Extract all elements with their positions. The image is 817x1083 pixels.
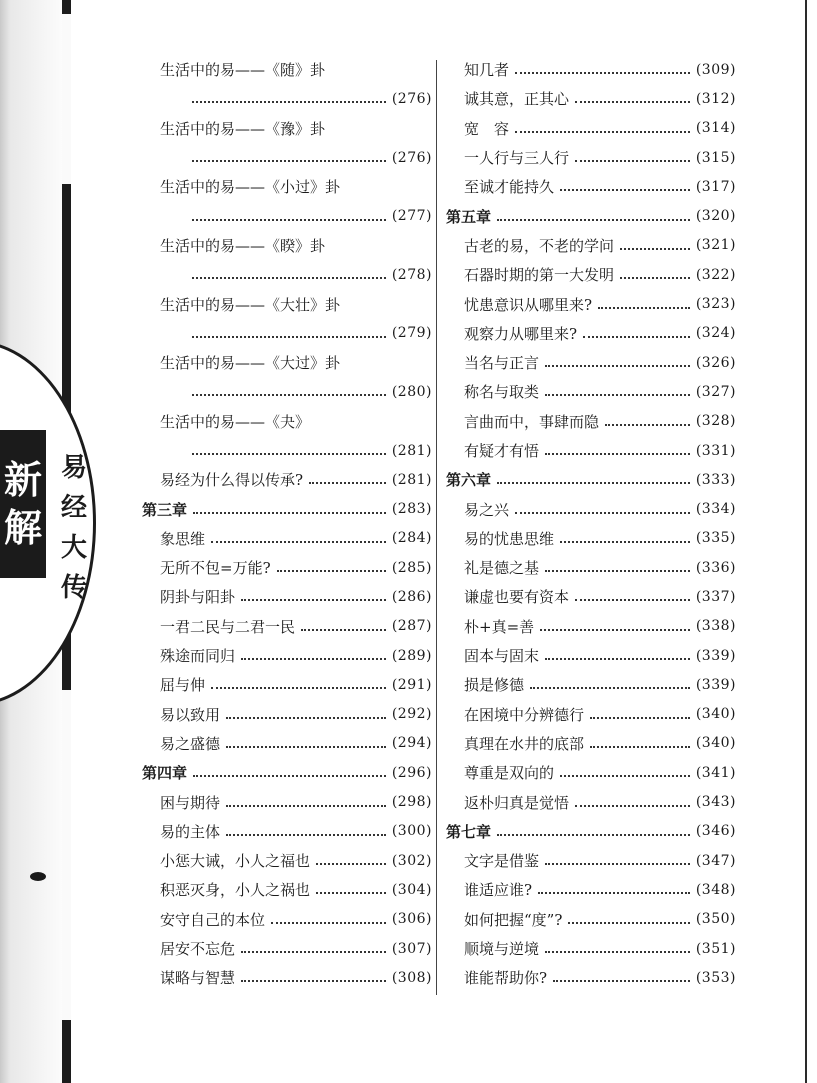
dot-leader (241, 979, 386, 982)
dot-leader (241, 657, 386, 660)
toc-entry-title: 生活中的易——《大过》卦 (160, 354, 341, 373)
toc-chapter-row (446, 817, 736, 846)
book-emblem-sub (58, 448, 90, 608)
dot-leader (545, 393, 690, 396)
toc-entry-title: 安守自己的本位 (160, 910, 266, 929)
toc-entry-title: 古老的易，不老的学问 (464, 236, 615, 255)
toc-entry-title: 易以致用 (160, 705, 221, 724)
toc-page-number: (335) (695, 530, 736, 547)
toc-entry-title: 损是修德 (464, 676, 525, 695)
toc-entry-title: 石器时期的第一大发明 (464, 266, 615, 285)
toc-entry-title: 第六章 (446, 471, 492, 490)
toc-entry-row (142, 729, 432, 758)
dot-leader (538, 891, 690, 894)
toc-entry-title: 生活中的易——《小过》卦 (160, 178, 341, 197)
toc-entry-row (142, 875, 432, 904)
toc-entry-row (142, 319, 432, 348)
toc-entry-title: 积恶灭身，小人之祸也 (160, 881, 311, 900)
toc-page-number: (339) (695, 647, 736, 664)
toc-page-number: (320) (695, 208, 736, 225)
dot-leader (497, 481, 690, 484)
toc-left-column (142, 55, 432, 993)
toc-entry-row (446, 231, 736, 260)
toc-entry-row (142, 465, 432, 494)
dot-leader (568, 921, 689, 924)
toc-entry-title: 谋略与智慧 (160, 969, 236, 988)
toc-entry-title: 文字是借鉴 (464, 852, 540, 871)
toc-entry-row (446, 55, 736, 84)
toc-page-number: (304) (391, 881, 432, 898)
column-divider (436, 60, 437, 995)
dot-leader (575, 598, 690, 601)
toc-entry-title: 一君二民与二君一民 (160, 617, 296, 636)
toc-page-number: (283) (391, 501, 432, 518)
toc-entry-row (142, 55, 432, 84)
toc-entry-row (446, 172, 736, 201)
toc-page-number: (291) (391, 676, 432, 693)
dot-leader (605, 423, 690, 426)
dot-leader (192, 100, 386, 103)
toc-entry-row (446, 436, 736, 465)
dot-leader (545, 862, 690, 865)
toc-entry-row (142, 524, 432, 553)
toc-entry-row (142, 905, 432, 934)
dot-leader (192, 393, 386, 396)
dot-leader (575, 159, 690, 162)
toc-entry-row (446, 905, 736, 934)
toc-entry-title: 真理在水井的底部 (464, 734, 585, 753)
toc-page-number: (281) (391, 442, 432, 459)
dot-leader (192, 218, 386, 221)
toc-page-number: (286) (391, 588, 432, 605)
dot-leader (553, 979, 690, 982)
toc-entry-title: 尊重是双向的 (464, 764, 555, 783)
dot-leader (193, 774, 386, 777)
dot-leader (226, 745, 386, 748)
toc-entry-row (446, 700, 736, 729)
scan-mark (30, 872, 46, 881)
toc-entry-title: 诚其意，正其心 (464, 90, 570, 109)
toc-page-number: (339) (695, 676, 736, 693)
toc-entry-row (446, 875, 736, 904)
toc-entry-title: 象思维 (160, 529, 206, 548)
toc-chapter-row (446, 465, 736, 494)
spine-bar-gap (62, 14, 71, 184)
dot-leader (241, 598, 386, 601)
toc-entry-title: 生活中的易——《夬》 (160, 412, 311, 431)
toc-entry-title: 顺境与逆境 (464, 940, 540, 959)
toc-entry-row (142, 641, 432, 670)
toc-page-number: (276) (391, 90, 432, 107)
toc-entry-title: 易之兴 (464, 500, 510, 519)
dot-leader (530, 686, 690, 689)
toc-entry-title: 一人行与三人行 (464, 149, 570, 168)
dot-leader (560, 188, 690, 191)
toc-entry-row (446, 114, 736, 143)
toc-entry-title: 无所不包=万能? (160, 559, 271, 578)
toc-entry-row (142, 553, 432, 582)
toc-page-number: (276) (391, 149, 432, 166)
emblem-char: 大 (60, 533, 87, 563)
dot-leader (583, 335, 690, 338)
dot-leader (226, 804, 386, 807)
dot-leader (271, 921, 386, 924)
toc-entry-row (142, 612, 432, 641)
toc-page-number: (300) (391, 823, 432, 840)
toc-page-number: (343) (695, 794, 736, 811)
toc-page-number: (294) (391, 735, 432, 752)
toc-page-number: (347) (695, 852, 736, 869)
toc-page-number: (328) (695, 413, 736, 430)
dot-leader (545, 950, 690, 953)
toc-entry-row (446, 758, 736, 787)
dot-leader (497, 218, 690, 221)
dot-leader (598, 306, 690, 309)
toc-entry-row (142, 231, 432, 260)
toc-page-number: (334) (695, 501, 736, 518)
toc-entry-row (446, 494, 736, 523)
toc-chapter-row (142, 758, 432, 787)
toc-entry-row (446, 612, 736, 641)
toc-entry-title: 当名与正言 (464, 354, 540, 373)
toc-entry-title: 生活中的易——《豫》卦 (160, 119, 326, 138)
dot-leader (309, 481, 386, 484)
toc-entry-title: 屈与伸 (160, 676, 206, 695)
toc-entry-row (142, 407, 432, 436)
toc-page-number: (340) (695, 735, 736, 752)
dot-leader (620, 276, 690, 279)
dot-leader (515, 71, 690, 74)
toc-page-number: (296) (391, 764, 432, 781)
toc-entry-row (142, 700, 432, 729)
toc-entry-title: 在困境中分辨德行 (464, 705, 585, 724)
toc-entry-row (142, 817, 432, 846)
toc-entry-title: 生活中的易——《随》卦 (160, 61, 326, 80)
toc-entry-title: 阴卦与阳卦 (160, 588, 236, 607)
toc-entry-row (446, 934, 736, 963)
toc-right-column (446, 55, 736, 993)
toc-page-number: (278) (391, 266, 432, 283)
dot-leader (192, 335, 386, 338)
toc-entry-row (142, 377, 432, 406)
toc-entry-title: 殊途而同归 (160, 647, 236, 666)
dot-leader (590, 716, 690, 719)
dot-leader (540, 628, 690, 631)
emblem-char: 易 (60, 453, 87, 483)
toc-entry-row (446, 348, 736, 377)
toc-entry-row (446, 289, 736, 318)
toc-page-number: (279) (391, 325, 432, 342)
toc-entry-title: 易的忧患思维 (464, 529, 555, 548)
toc-page-number: (321) (695, 237, 736, 254)
dot-leader (193, 511, 386, 514)
emblem-char: 经 (60, 493, 87, 523)
toc-entry-title: 谁适应谁? (464, 881, 533, 900)
toc-entry-title: 忧患意识从哪里来? (464, 295, 593, 314)
toc-chapter-row (446, 201, 736, 230)
toc-page-number: (348) (695, 881, 736, 898)
toc-entry-row (446, 84, 736, 113)
toc-entry-title: 生活中的易——《睽》卦 (160, 236, 326, 255)
dot-leader (277, 569, 386, 572)
toc-entry-row (142, 201, 432, 230)
dot-leader (192, 452, 386, 455)
toc-entry-title: 小惩大诫，小人之福也 (160, 852, 311, 871)
toc-page-number: (353) (695, 969, 736, 986)
dot-leader (316, 862, 386, 865)
toc-entry-row (142, 289, 432, 318)
toc-page-number: (277) (391, 208, 432, 225)
toc-entry-title: 谦虚也要有资本 (464, 588, 570, 607)
dot-leader (545, 569, 690, 572)
toc-entry-title: 居安不忘危 (160, 940, 236, 959)
dot-leader (515, 511, 690, 514)
toc-entry-row (142, 172, 432, 201)
dot-leader (211, 686, 386, 689)
toc-entry-row (142, 436, 432, 465)
toc-entry-row (142, 670, 432, 699)
dot-leader (226, 716, 386, 719)
toc-page-number: (280) (391, 383, 432, 400)
toc-entry-row (142, 963, 432, 992)
toc-entry-title: 生活中的易——《大壮》卦 (160, 295, 341, 314)
toc-entry-row (446, 582, 736, 611)
dot-leader (545, 657, 690, 660)
toc-entry-title: 朴+真=善 (464, 617, 535, 636)
dot-leader (575, 100, 690, 103)
dot-leader (560, 774, 690, 777)
toc-entry-title: 返朴归真是觉悟 (464, 793, 570, 812)
dot-leader (226, 833, 386, 836)
toc-chapter-row (142, 494, 432, 523)
toc-entry-row (142, 582, 432, 611)
toc-page-number: (346) (695, 823, 736, 840)
toc-entry-title: 第五章 (446, 207, 492, 226)
toc-entry-row (142, 348, 432, 377)
toc-entry-row (142, 143, 432, 172)
spine-bar-gap (62, 690, 71, 1020)
toc-entry-row (446, 670, 736, 699)
toc-page-number: (289) (391, 647, 432, 664)
toc-entry-title: 易经为什么得以传承? (160, 471, 304, 490)
dot-leader (545, 452, 690, 455)
toc-entry-title: 易之盛德 (160, 734, 221, 753)
toc-page-number: (350) (695, 911, 736, 928)
book-emblem-main (0, 430, 46, 578)
toc-page-number: (324) (695, 325, 736, 342)
toc-page-number: (287) (391, 618, 432, 635)
toc-entry-title: 第四章 (142, 764, 188, 783)
toc-page-number: (336) (695, 559, 736, 576)
toc-entry-title: 至诚才能持久 (464, 178, 555, 197)
toc-entry-title: 固本与固末 (464, 647, 540, 666)
toc-entry-row (446, 846, 736, 875)
toc-entry-row (142, 787, 432, 816)
toc-page-number: (333) (695, 471, 736, 488)
page-edge (805, 0, 807, 1083)
toc-page-number: (307) (391, 940, 432, 957)
toc-page-number: (323) (695, 296, 736, 313)
emblem-char: 新 (3, 457, 42, 502)
toc-page-number: (322) (695, 266, 736, 283)
dot-leader (497, 833, 690, 836)
toc-page-number: (312) (695, 90, 736, 107)
toc-entry-row (446, 524, 736, 553)
toc-page-number: (298) (391, 794, 432, 811)
toc-entry-title: 称名与取类 (464, 383, 540, 402)
toc-entry-title: 言曲而中，事肆而隐 (464, 412, 600, 431)
toc-entry-title: 礼是德之基 (464, 559, 540, 578)
toc-page-number: (327) (695, 383, 736, 400)
toc-page-number: (285) (391, 559, 432, 576)
toc-page-number: (331) (695, 442, 736, 459)
toc-page-number: (302) (391, 852, 432, 869)
toc-page-number: (308) (391, 969, 432, 986)
toc-page-number: (341) (695, 764, 736, 781)
emblem-char: 传 (60, 573, 87, 603)
toc-entry-title: 第三章 (142, 500, 188, 519)
toc-entry-title: 如何把握“度”? (464, 910, 563, 929)
toc-page-number: (314) (695, 120, 736, 137)
toc-entry-title: 谁能帮助你? (464, 969, 548, 988)
toc-entry-row (142, 260, 432, 289)
toc-entry-row (446, 729, 736, 758)
emblem-char: 解 (3, 505, 42, 550)
dot-leader (575, 804, 690, 807)
dot-leader (545, 364, 690, 367)
toc-entry-row (446, 319, 736, 348)
dot-leader (241, 950, 386, 953)
toc-entry-row (446, 260, 736, 289)
toc-entry-row (446, 377, 736, 406)
toc-page-number: (306) (391, 911, 432, 928)
dot-leader (515, 130, 690, 133)
toc-page-number: (284) (391, 530, 432, 547)
toc-entry-row (142, 114, 432, 143)
toc-entry-title: 困与期待 (160, 793, 221, 812)
toc-entry-title: 第七章 (446, 822, 492, 841)
toc-entry-row (446, 143, 736, 172)
toc-entry-row (142, 934, 432, 963)
toc-page-number: (317) (695, 178, 736, 195)
dot-leader (620, 247, 690, 250)
dot-leader (192, 159, 386, 162)
toc-page-number: (351) (695, 940, 736, 957)
toc-page-number: (292) (391, 706, 432, 723)
toc-page-number: (309) (695, 61, 736, 78)
toc-entry-title: 知几者 (464, 61, 510, 80)
toc-entry-title: 宽 容 (464, 119, 510, 138)
dot-leader (192, 276, 386, 279)
toc-entry-row (142, 846, 432, 875)
toc-entry-title: 有疑才有悟 (464, 442, 540, 460)
toc-entry-title: 观察力从哪里来? (464, 324, 578, 343)
toc-entry-row (142, 84, 432, 113)
toc-entry-title: 易的主体 (160, 822, 221, 841)
dot-leader (211, 540, 386, 543)
toc-entry-row (446, 407, 736, 436)
toc-page-number: (340) (695, 706, 736, 723)
toc-page-number: (281) (391, 471, 432, 488)
toc-page-number: (326) (695, 354, 736, 371)
dot-leader (590, 745, 690, 748)
dot-leader (301, 628, 386, 631)
toc-entry-row (446, 553, 736, 582)
toc-entry-row (446, 963, 736, 992)
dot-leader (316, 891, 386, 894)
toc-page-number: (338) (695, 618, 736, 635)
toc-page-number: (315) (695, 149, 736, 166)
toc-page-number: (337) (695, 588, 736, 605)
toc-entry-row (446, 787, 736, 816)
toc-entry-row (446, 641, 736, 670)
dot-leader (560, 540, 690, 543)
